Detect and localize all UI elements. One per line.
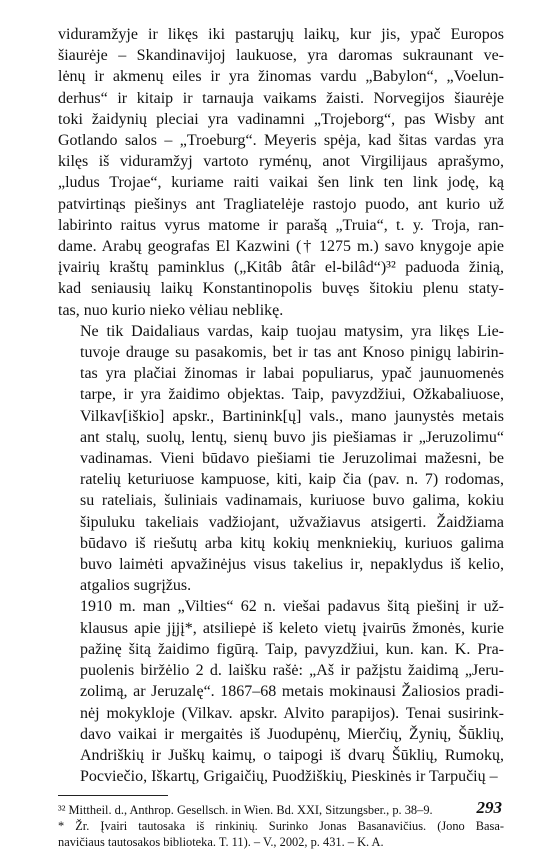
text-line: kilęs iš viduramžyj vartoto ryménų, anot Virgilijaus aprašymo, <box>58 153 504 171</box>
text-line: navičiaus tautosakos biblioteka. T. 11). – V., 2002, p. 431. – K. A. <box>58 835 384 850</box>
text-line: atgalios sugrįžus. <box>80 577 192 595</box>
body-text <box>58 24 504 787</box>
text-line: būdavo iš riešutų arba kitų kokių menkniekių, kuriuos galima <box>80 534 504 552</box>
text-line: patvirtinąs piešinys ant Tragliatelėje rastojo puodo, ant kurio už <box>58 195 504 213</box>
text-line: vadinamas. Vieni būdavo piešiami tie Jeruzolimai mažesni, be <box>80 450 504 468</box>
footnote-star <box>58 818 504 850</box>
text-line: dame. Arabų geografas El Kazwini († 1275 m.) savo knygoje apie <box>58 238 504 256</box>
text-line: Ne tik Daidaliaus vardas, kaip tuojau matysim, yra likęs Lie- <box>80 322 504 340</box>
footnote-separator <box>58 795 168 796</box>
page-number: 293 <box>476 798 502 817</box>
text-line: labirinto raitus vyrus matome ir parašą „Truia“, t. y. Troja, ran- <box>58 216 504 234</box>
text-line: * Žr. Įvairi tautosaka iš rinkinių. Surinko Jonas Basanavičius. (Jono Basa- <box>58 819 504 834</box>
text-line: Pocviečio, Iškartų, Grigaičių, Puodžiškių, Pieskinės ir Tarpučių – <box>80 768 498 786</box>
text-line: lėnų ir akmenų eiles ir yra žinomas vardu „Babylon“, „Voelun- <box>58 68 504 86</box>
text-line: tuvoje drauge su pasakomis, bet ir tas ant Knoso pinigų labirin- <box>80 344 504 362</box>
text-line: kad seniausių laikų Konstantinopolis buvęs šitokiu plenu staty- <box>58 280 504 298</box>
text-line: 1910 m. man „Vilties“ 62 n. viešai padavus šitą piešinį ir už- <box>80 598 504 616</box>
text-line: tarpe, ir yra žaidimo objektas. Taip, pavyzdžiui, Ožkabaliuose, <box>80 386 504 404</box>
text-line: su rateliais, šuliniais vadinamais, kuriuose buvo galima, kokiu <box>80 492 504 510</box>
text-line: ant stalų, suolų, lentų, sienų buvo jis piešiamas ir „Jeruzolimu“ <box>80 428 504 446</box>
footnote-32 <box>58 802 504 818</box>
text-line: ratelių keturiuose kampuose, kiti, kaip čia (pav. n. 7) rodomas, <box>80 471 504 489</box>
text-line: šiaurėje – Skandinavijoj laukuose, yra daromas sukraunant ve- <box>58 47 504 65</box>
text-line: zolimą, ar Jeruzalę“. 1867–68 metais mokinausi Žaliosios pradi- <box>80 683 504 701</box>
paragraph-2 <box>58 321 504 597</box>
text-line: pažinę šitą žaidimo figūrą. Taip, pavyzdžiui, kun. kan. K. Pra- <box>80 640 504 658</box>
paragraph-3 <box>58 596 504 787</box>
text-line: „ludus Trojae“, kuriame raiti vaikai šen link ten link jodę, ką <box>58 174 504 192</box>
text-line: viduramžyje ir likęs iki pastarųjų laikų, kur jis, ypač Europos <box>58 26 504 43</box>
text-line: ³² Mittheil. d., Anthrop. Gesellsch. in Wien. Bd. XXI, Sitzungsber., p. 38–9. <box>58 803 433 818</box>
book-page <box>58 24 504 850</box>
text-line: Vilkav[iškio] apskr., Bartinink[ų] vals., mano jaunystės metais <box>80 407 504 425</box>
text-line: buvo laimėti apvažinėjus visus takelius ir, nepaklydus iš kelio, <box>80 556 504 574</box>
text-line: Andriškių ir Juškų kaimų, o taipogi iš dvarų Šūklių, Rumokų, <box>80 746 504 764</box>
text-line: davo vaikai ir mergaitės iš Juodupėnų, Mierčių, Žynių, Šūklių, <box>80 725 504 743</box>
text-line: tas, nuo kurio nieko vėliau neblikę. <box>58 301 284 319</box>
text-line: tas yra plačiai žinomas ir labai populiarus, ypač jaunuomenės <box>80 365 504 383</box>
footnotes <box>58 802 504 850</box>
text-line: šipuluku takeliais vadžiojant, užvažiavus atsigerti. Žaidžiama <box>80 513 504 531</box>
text-line: puolenis biržėlio 2 d. laišku rašė: „Aš ir pažįstu žaidimą „Jeru- <box>80 662 504 680</box>
text-line: derhus“ ir kitaip ir tarnauja vaikams žaisti. Norvegijos šiaurėje <box>58 89 504 107</box>
text-line: įvairių kraštų paminklus („Kitâb âtâr el-bilâd“)³² paduoda žinią, <box>58 259 504 277</box>
text-line: nėj mokykloje (Vilkav. apskr. Alvito parapijos). Tenai susirink- <box>80 704 504 722</box>
paragraph-1 <box>58 24 504 321</box>
text-line: toki žaidynių pleciai yra vadinamni „Trojeborg“, pas Wisby ant <box>58 110 504 128</box>
text-line: Gotlando salos – „Troeburg“. Meyeris spėja, kad šitas vardas yra <box>58 132 504 150</box>
text-line: klausus apie jįjį*, atsiliepė iš keleto vietų įvairūs žmonės, kurie <box>80 619 504 637</box>
